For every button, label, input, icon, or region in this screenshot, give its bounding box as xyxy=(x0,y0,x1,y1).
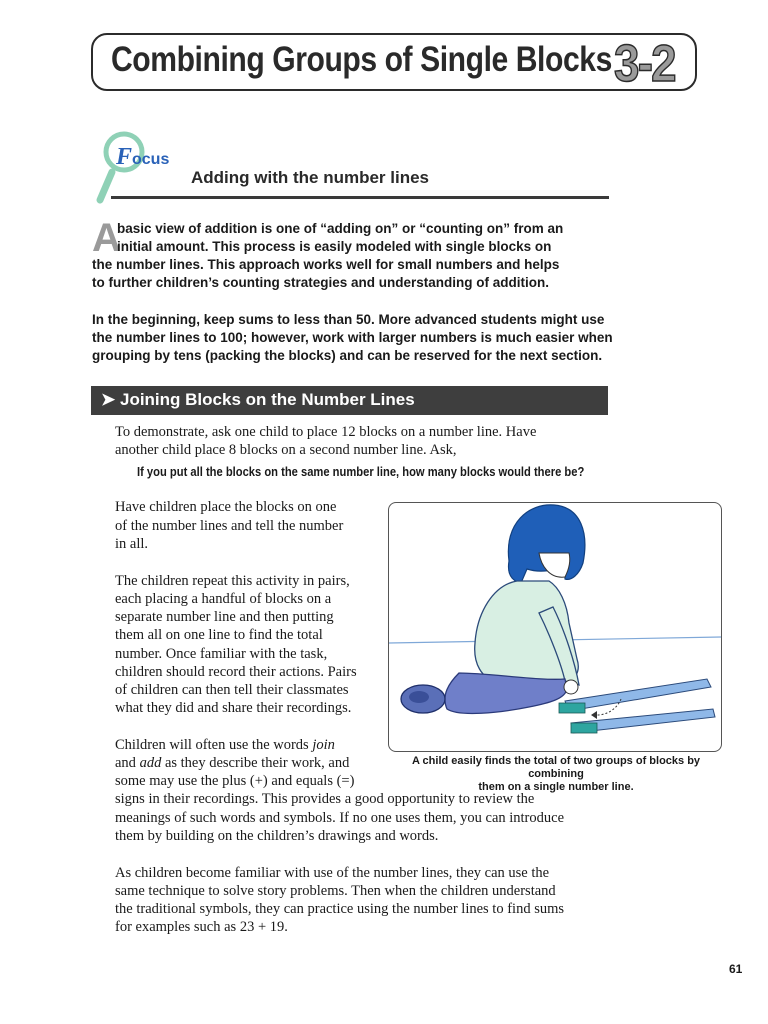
body-line: same technique to solve story problems. Then when the children understand xyxy=(115,883,556,899)
body-line: them all on one line to find the total xyxy=(115,627,323,643)
body-text-run: as they describe their work, and xyxy=(161,755,350,771)
body-line: separate number line and then putting xyxy=(115,609,334,625)
body-line: some may use the plus (+) and equals (=) xyxy=(115,773,355,789)
pants-shape xyxy=(445,673,567,713)
hair-shape xyxy=(508,505,585,583)
body-line: each placing a handful of blocks on a xyxy=(115,591,332,607)
drop-cap: A xyxy=(92,216,121,260)
child-with-number-lines-illustration xyxy=(389,503,722,752)
italic-word-add: add xyxy=(139,755,162,771)
intro-line: the number lines. This approach works well for small numbers and helps xyxy=(92,257,560,272)
body-line: signs in their recordings. This provides a good opportunity to review the xyxy=(115,791,535,807)
face-shape xyxy=(539,553,570,577)
intro-line: initial amount. This process is easily modeled with single blocks on xyxy=(117,239,552,254)
intro-line: basic view of addition is one of “adding on” or “counting on” from an xyxy=(117,221,564,236)
body-line: of children can then tell their classmates xyxy=(115,682,349,698)
blocks-group-1 xyxy=(559,703,585,713)
body-line: meanings of such words and symbols. If no one uses them, you can introduce xyxy=(115,810,565,826)
focus-label-rest: ocus xyxy=(132,151,170,168)
intro-line: to further children’s counting strategies and understanding of addition. xyxy=(92,275,550,290)
body-line: To demonstrate, ask one child to place 12 blocks on a number line. Have xyxy=(115,424,537,440)
focus-divider xyxy=(111,196,609,199)
figure-caption xyxy=(386,755,726,794)
focus-heading: Adding with the number lines xyxy=(191,168,429,187)
body-line: in all. xyxy=(115,536,149,552)
page-number: 61 xyxy=(729,962,743,976)
blocks-group-2 xyxy=(571,723,597,733)
body-line: of the number lines and tell the number xyxy=(115,518,344,534)
italic-word-join: join xyxy=(312,737,335,753)
arrow-icon: ➤ xyxy=(101,390,116,409)
illustration-frame xyxy=(388,502,722,752)
body-line: what they did and share their recordings. xyxy=(115,700,352,716)
body-line xyxy=(115,736,335,755)
intro-line: In the beginning, keep sums to less than 50. More advanced students might use xyxy=(92,312,605,327)
body-line: The children repeat this activity in pairs, xyxy=(115,573,350,589)
section-title-text: Joining Blocks on the Number Lines xyxy=(119,390,415,409)
question-text: If you put all the blocks on the same number line, how many blocks would there be? xyxy=(137,464,585,479)
chapter-number: 3-2 xyxy=(614,35,675,93)
hand-shape xyxy=(564,680,578,694)
arrow-head xyxy=(591,711,597,719)
section-title xyxy=(101,388,415,412)
caption-line: A child easily finds the total of two groups of blocks by combining xyxy=(411,755,701,780)
shoe-sole xyxy=(409,691,429,703)
number-line-1 xyxy=(565,679,711,711)
body-text-run: and xyxy=(115,755,140,771)
body-line: As children become familiar with use of the number lines, they can use the xyxy=(115,865,550,881)
page-title: Combining Groups of Single Blocks xyxy=(111,40,612,79)
intro-line: grouping by tens (packing the blocks) and can be reserved for the next section. xyxy=(92,348,603,363)
body-line: them by building on the children’s drawings and words. xyxy=(115,828,439,844)
body-line: number. Once familiar with the task, xyxy=(115,646,328,662)
body-line: children should record their actions. Pairs xyxy=(115,664,357,680)
body-line: the traditional symbols, they can practice using the number lines to find sums xyxy=(115,901,565,917)
body-line: another child place 8 blocks on a second number line. Ask, xyxy=(115,442,457,458)
focus-label-F: F xyxy=(116,144,133,170)
body-line: for examples such as 23 + 19. xyxy=(115,919,288,935)
intro-line: the number lines to 100; however, work with larger numbers is much easier when xyxy=(92,330,613,345)
body-line: Have children place the blocks on one xyxy=(115,499,337,515)
body-line xyxy=(115,754,349,773)
body-text-run: Children will often use the words xyxy=(115,737,313,753)
caption-line: them on a single number line. xyxy=(478,781,634,793)
